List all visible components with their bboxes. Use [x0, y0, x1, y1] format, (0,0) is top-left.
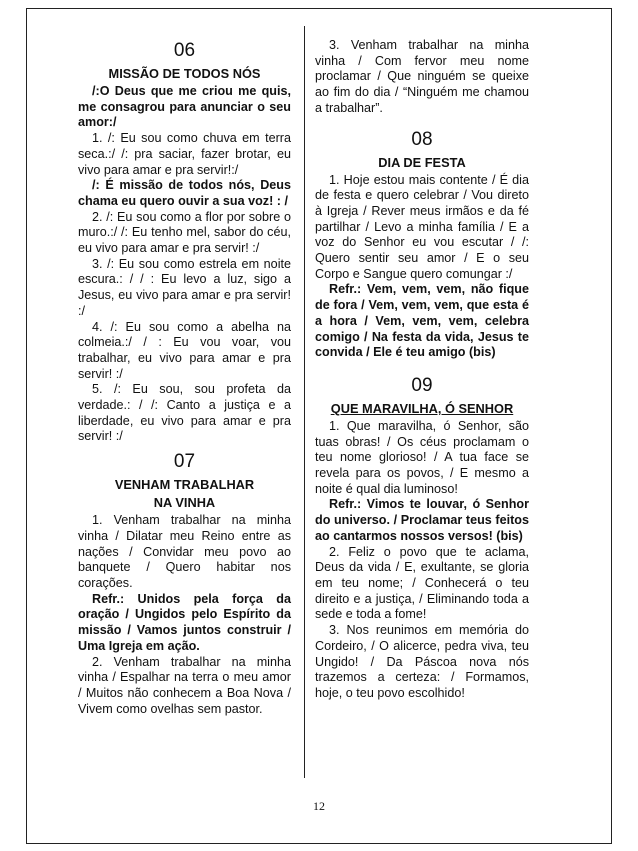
song-verse: 1. Que maravilha, ó Senhor, são tuas obras! / Os céus proclamam o teu nome glorioso! / A tua face se revela para os povos, / E mesmo a noite é qual dia luminoso!	[315, 418, 529, 496]
song-refrain: Refr.: Vimos te louvar, ó Senhor do universo. / Proclamar teus feitos ao cantarmos nossos versos! (bis)	[315, 497, 529, 543]
song-verse: 1. /: Eu sou como chuva em terra seca.:/ /: pra saciar, fazer brotar, eu vivo para amar e pra servir!:/	[78, 131, 291, 177]
song-title: DIA DE FESTA	[378, 154, 466, 170]
song-number: 07	[173, 451, 196, 473]
song-verse: 2. Feliz o povo que te aclama, Deus da vida / E, exultante, se gloria em teu nome; / Conhecerá o teu direito e a justiça, / Eliminando toda a sede e toda a fome!	[315, 544, 529, 622]
song-verse: 1. Hoje estou mais contente / É dia de festa e quero celebrar / Vou direto à Igreja / Rever meus irmãos e da fé partilhar / Levo a minha família / E a voz do Senhor eu vou escutar / /: Quero sentir seu amor / E o seu Corpo e Sangue quero comungar :/	[315, 172, 529, 281]
left-column	[78, 34, 291, 717]
song-title: MISSÃO DE TODOS NÓS	[108, 66, 261, 81]
song-title-continued: NA VINHA	[153, 495, 216, 511]
song-verse: 4. /: Eu sou como a abelha na colmeia.:/ / : Eu vou voar, vou trabalhar, eu vivo para amar e pra servir! :/	[78, 319, 291, 381]
song-title: VENHAM TRABALHAR	[114, 477, 255, 493]
song-verse: 5. /: Eu sou, sou profeta da verdade.: / /: Canto a justiça e a liberdade, eu vivo para amar e pra servir! :/	[78, 382, 291, 444]
song-number: 09	[411, 374, 433, 396]
song-refrain: /: É missão de todos nós, Deus chama eu quero ouvir a sua voz! : /	[78, 178, 291, 208]
song-number: 06	[173, 40, 196, 61]
song-verse: /:O Deus que me criou me quis, me consagrou para anunciar o seu amor:/	[78, 84, 291, 130]
page-number: 12	[313, 799, 325, 813]
column-divider	[304, 26, 305, 778]
song-number: 08	[411, 128, 433, 150]
song-verse: 1. Venham trabalhar na minha vinha / Dilatar meu Reino entre as nações / Convidar meu povo ao banquete / Quero habitar nos corações.	[78, 513, 291, 590]
song-verse: 3. /: Eu sou como estrela em noite escura.: / / : Eu levo a luz, sigo a Jesus, eu vivo para amar e pra servir! :/	[78, 256, 291, 318]
song-refrain: Refr.: Vem, vem, vem, não fique de fora / Vem, vem, vem, que esta é a hora / Vem, vem, vem, celebra comigo / Na festa da vida, Jesus te convida / Ele é teu amigo (bis)	[315, 282, 529, 360]
song-refrain: Refr.: Unidos pela força da oração / Ungidos pelo Espírito da missão / Vamos juntos construir / Uma Igreja em ação.	[78, 591, 291, 653]
song-verse: 2. Venham trabalhar na minha vinha / Espalhar na terra o meu amor / Muitos não conhecem a Boa Nova / Vivem como ovelhas sem pastor.	[78, 654, 291, 716]
song-verse: 3. Venham trabalhar na minha vinha / Com fervor meu nome proclamar / Que ninguém se queixe ao fim do dia / “Ninguém me chamou a trabalhar”.	[315, 38, 529, 115]
song-title: QUE MARAVILHA, Ó SENHOR	[330, 400, 514, 416]
song-verse: 3. Nos reunimos em memória do Cordeiro, / O alicerce, pedra viva, teu Ungido! / Da Páscoa nova nós trazemos a certeza: / Formamos, hoje, o teu povo escolhido!	[315, 623, 529, 700]
right-column	[315, 38, 529, 702]
song-verse: 2. /: Eu sou como a flor por sobre o muro.:/ /: Eu tenho mel, sabor do céu, eu vivo para amar e pra servir! :/	[78, 209, 291, 256]
